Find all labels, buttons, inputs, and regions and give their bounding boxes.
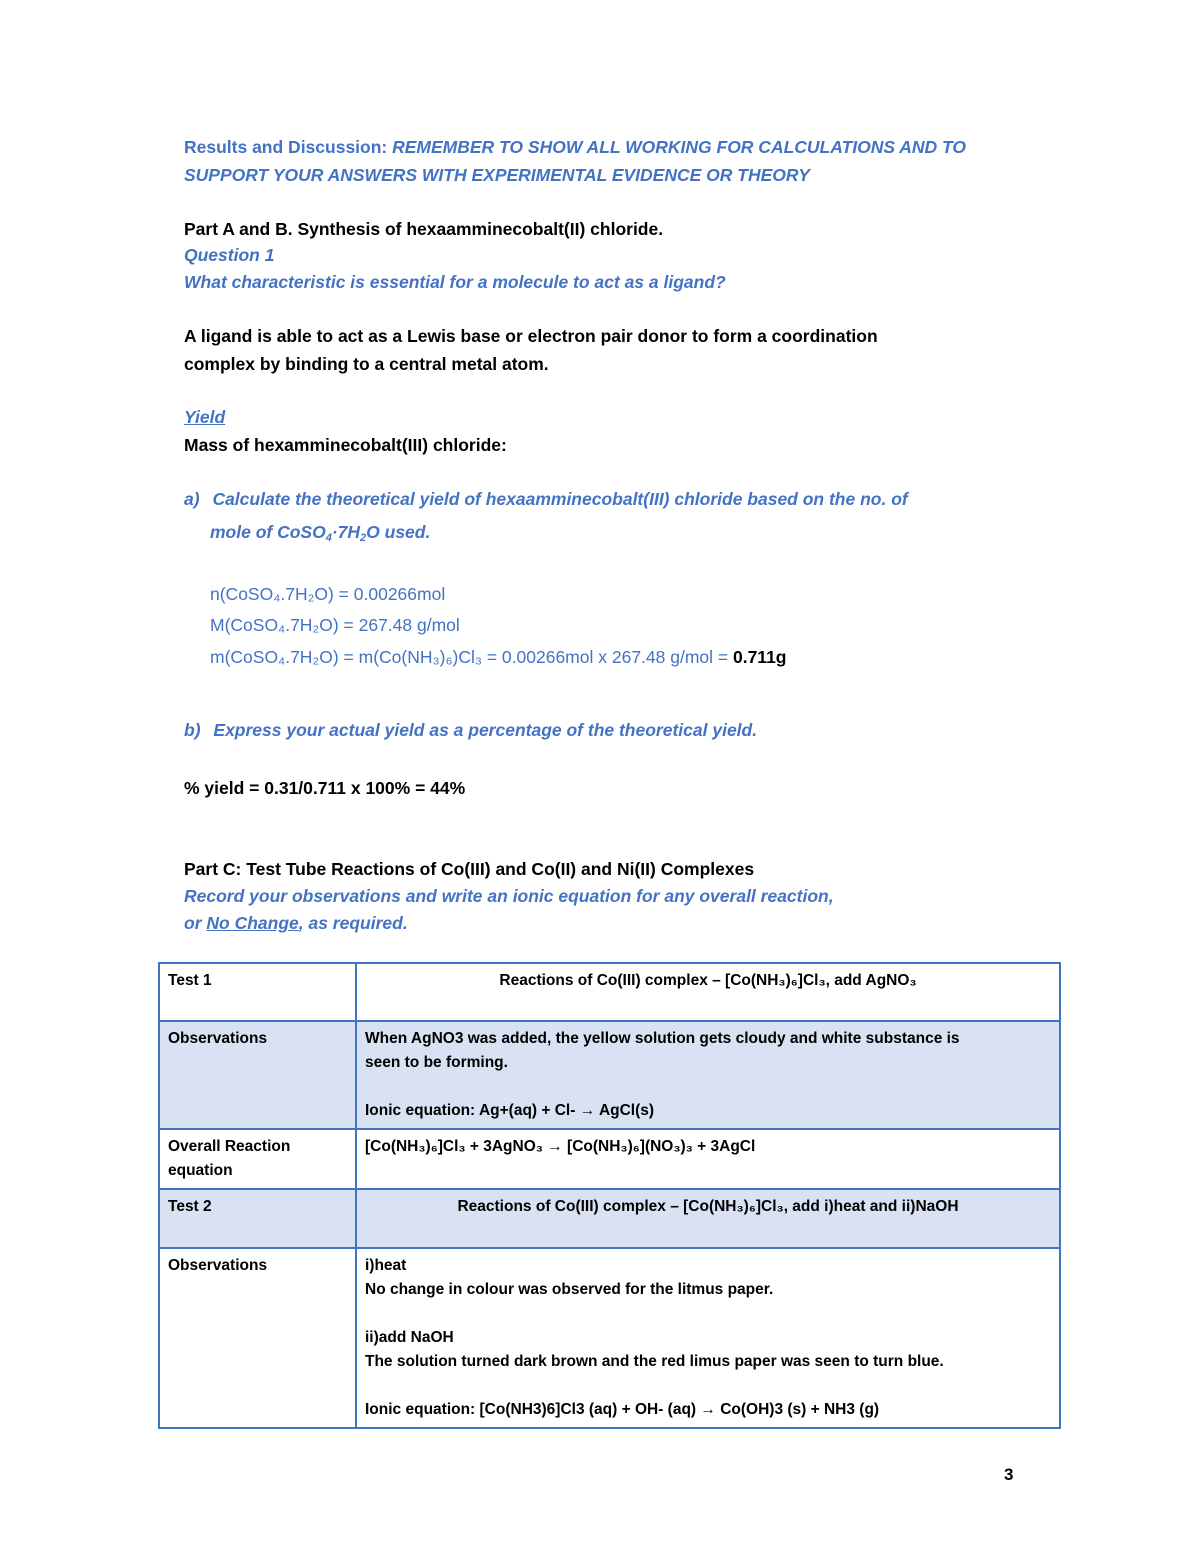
observations-2-label: Observations [159,1248,356,1428]
calc-molar-mass: M(CoSO₄.7H₂O) = 267.48 g/mol [210,615,460,635]
question-b-marker: b) [184,720,201,740]
calc-moles: n(CoSO₄.7H₂O) = 0.00266mol [210,584,446,604]
test-2-title: Reactions of Co(III) complex – [Co(NH₃)₆]Cl₃, add i)heat and ii)NaOH [356,1189,1060,1248]
part-c-instruction-1: Record your observations and write an ionic equation for any overall reaction, [184,886,834,906]
part-ab-title: Part A and B. Synthesis of hexaamminecobalt(II) chloride. [184,219,664,239]
question-a-line-2-post: O used. [366,522,431,542]
results-instruction-1: REMEMBER TO SHOW ALL WORKING FOR CALCULATIONS AND TO [392,137,967,157]
results-label: Results and Discussion: [184,137,393,157]
observations-1-line-2: seen to be forming. [365,1054,508,1071]
question-b [184,718,757,742]
calc-theoretical-mass [210,645,787,669]
part-c-instruction-2-pre: or [184,913,207,933]
calc-theoretical-mass-text: m(CoSO₄.7H₂O) = m(Co(NH₃)₆)Cl₃ = 0.00266mol x 267.48 g/mol = [210,647,733,667]
question-1-label: Question 1 [184,245,275,265]
overall-reaction-label: Overall Reaction equation [159,1129,356,1189]
question-a-line-1: Calculate the theoretical yield of hexaamminecobalt(III) chloride based on the no. of [212,489,908,509]
question-a-sub-1: 4 [325,532,332,544]
test-1-label: Test 1 [159,963,356,1021]
question-a [184,487,908,511]
observations-table [158,962,1061,1429]
observations-1-line-1: When AgNO3 was added, the yellow solution gets cloudy and white substance is [365,1030,960,1047]
question-a-marker: a) [184,489,200,509]
part-c-instruction-2 [184,911,408,935]
question-a-line-2-mid: ·7H [331,522,361,542]
percent-yield: % yield = 0.31/0.711 x 100% = 44% [184,778,466,798]
yield-heading-text: Yield [184,407,226,427]
observations-2-naoh-result: The solution turned dark brown and the red limus paper was seen to turn blue. [365,1353,944,1370]
answer-line-2: complex by binding to a central metal atom. [184,354,549,374]
table-row-test-2 [159,1189,1060,1248]
observations-2-ionic: Ionic equation: [Co(NH3)6]Cl3 (aq) + OH- (aq) → Co(OH)3 (s) + NH3 (g) [365,1401,880,1418]
question-b-text: Express your actual yield as a percentage of the theoretical yield. [213,720,758,740]
table-row-observations-2 [159,1248,1060,1428]
table-row-overall [159,1129,1060,1189]
observations-1-cell [356,1021,1060,1129]
no-change-text: No Change [206,913,299,933]
observations-2-heat: i)heat [365,1257,407,1274]
observations-1-ionic: Ionic equation: Ag+(aq) + Cl- → AgCl(s) [365,1102,655,1119]
question-a-line-2 [210,520,430,544]
table-row-test-1 [159,963,1060,1021]
mass-label: Mass of hexamminecobalt(III) chloride: [184,435,507,455]
question-a-line-2-pre: mole of CoSO [210,522,326,542]
part-c-instruction-2-post: , as required. [298,913,408,933]
question-1-text: What characteristic is essential for a molecule to act as a ligand? [184,272,726,292]
observations-2-naoh: ii)add NaOH [365,1329,454,1346]
test-1-title: Reactions of Co(III) complex – [Co(NH₃)₆]Cl₃, add AgNO₃ [356,963,1060,1021]
observations-1-label: Observations [159,1021,356,1129]
observations-2-cell [356,1248,1060,1428]
part-c-title: Part C: Test Tube Reactions of Co(III) and Co(II) and Ni(II) Complexes [184,859,755,879]
results-header [184,135,966,159]
results-instruction-2: SUPPORT YOUR ANSWERS WITH EXPERIMENTAL EVIDENCE OR THEORY [184,165,810,185]
observations-2-heat-result: No change in colour was observed for the litmus paper. [365,1281,774,1298]
test-2-label: Test 2 [159,1189,356,1248]
answer-line-1: A ligand is able to act as a Lewis base or electron pair donor to form a coordination [184,326,878,346]
page-number: 3 [1004,1465,1014,1484]
calc-theoretical-mass-result: 0.711g [732,647,787,667]
question-a-sub-2: 2 [360,532,367,544]
yield-heading [184,405,225,429]
overall-reaction-equation: [Co(NH₃)₆]Cl₃ + 3AgNO₃ → [Co(NH₃)₆](NO₃)₃ + 3AgCl [356,1129,1060,1189]
table-row-observations-1 [159,1021,1060,1129]
